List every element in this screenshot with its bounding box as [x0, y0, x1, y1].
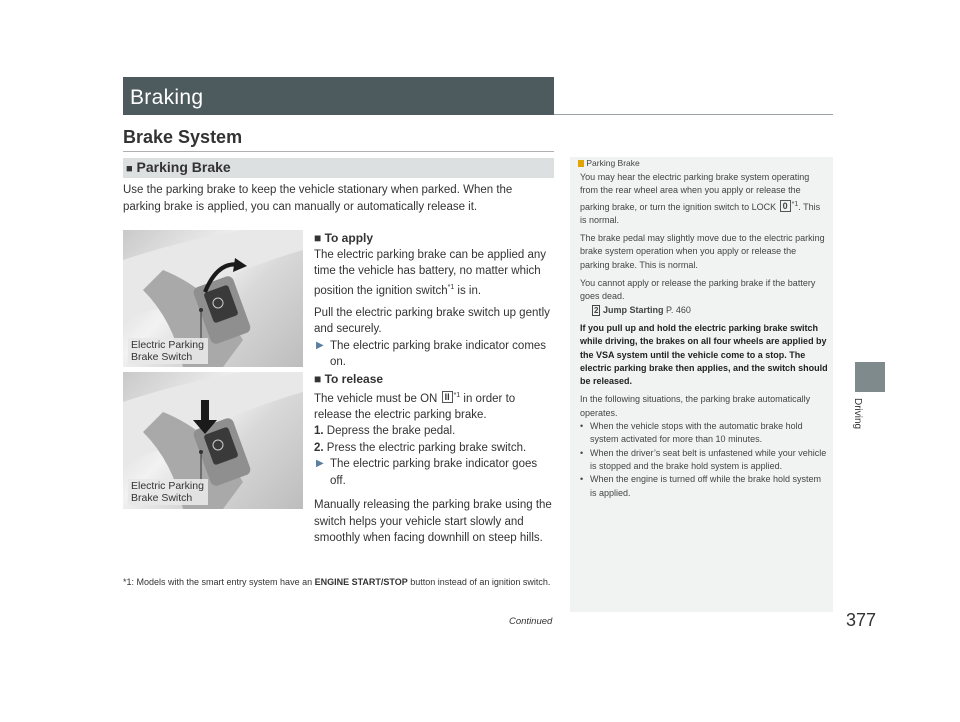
- bullet-text: When the vehicle stops with the automatic brake hold system activated for more than 10 minutes.: [590, 421, 803, 445]
- bullet-text: When the driver’s seat belt is unfastened while your vehicle is stopped and the brake hold system is applied.: [590, 447, 827, 471]
- release-section: [314, 371, 554, 547]
- sidebar-content: [578, 158, 828, 500]
- bullet-icon: •: [580, 421, 584, 432]
- apply-section: [314, 230, 554, 371]
- step-1-number: 1.: [314, 425, 324, 438]
- sidebar-p1: [578, 171, 828, 227]
- release-p1-footnote-ref: *1: [453, 391, 461, 399]
- release-paragraph-1: [314, 388, 554, 424]
- sidebar-p1-text: You may hear the electric parking brake system operating from the rear wheel area when you apply or release the parking brake, or turn the ignition switch to LOCK: [580, 172, 810, 212]
- apply-heading: ■ To apply: [314, 231, 374, 245]
- apply-p1-text: The electric parking brake can be applied any time the vehicle has battery, no matter which position the ignition switch: [314, 248, 547, 297]
- bullet-icon: •: [580, 474, 584, 485]
- reference-icon: [578, 160, 584, 167]
- sidebar-ref-label: [578, 158, 828, 169]
- sidebar-bullet: [580, 420, 828, 447]
- reference-page: P. 460: [666, 304, 691, 315]
- section-title: Brake System: [123, 127, 243, 147]
- lock-position-key: 0: [780, 200, 791, 212]
- apply-switch-photo: [123, 230, 303, 367]
- apply-paragraph-1: [314, 247, 554, 299]
- sidebar-p3: You cannot apply or release the parking brake if the battery goes dead.: [580, 278, 816, 302]
- sidebar-p1-text-end: . This is normal.: [580, 201, 821, 225]
- footnote: [123, 574, 563, 590]
- continued-label: Continued: [509, 616, 553, 627]
- sidebar-warning: If you pull up and hold the electric parking brake switch while driving, the brakes on all four wheels are applied by the VSA system until the vehicle come to a stop. The electric parking brake then applies, and the switch should be released.: [580, 322, 828, 387]
- intro-paragraph: Use the parking brake to keep the vehicle stationary when parked. When the parking brake is applied, you can manually or automatically release it.: [123, 184, 513, 213]
- sidebar-bullet: [580, 473, 828, 500]
- sidebar-p4: In the following situations, the parking brake automatically operates.: [580, 394, 811, 418]
- bullet-icon: •: [580, 447, 584, 458]
- page-number: 377: [846, 610, 877, 630]
- release-switch-photo: [123, 372, 303, 509]
- section-rule: [123, 151, 554, 152]
- photo-label-2: [128, 479, 208, 505]
- result-arrow-icon: ▶: [316, 458, 324, 470]
- ignition-position-key: II: [442, 391, 453, 403]
- chapter-tab-label: Driving: [852, 398, 863, 430]
- result-arrow-icon: ▶: [316, 339, 324, 351]
- sidebar-bullet-list: [578, 420, 828, 500]
- subsection-title: [126, 159, 231, 175]
- chapter-tab-marker: [855, 362, 885, 392]
- release-heading: ■ To release: [314, 372, 384, 386]
- reference-link-text[interactable]: Jump Starting: [602, 304, 664, 315]
- chapter-title: Braking: [130, 86, 204, 109]
- apply-paragraph-2: Pull the electric parking brake switch up gently and securely.: [314, 306, 550, 336]
- apply-result: [314, 338, 554, 371]
- step-2-number: 2.: [314, 441, 324, 454]
- sidebar-reference-link[interactable]: [578, 304, 828, 317]
- subsection-title-text: Parking Brake: [136, 159, 231, 175]
- bullet-text: When the engine is turned off while the brake hold system is applied.: [590, 474, 821, 498]
- sidebar-bullet: [580, 447, 828, 474]
- release-step-1: [314, 423, 554, 440]
- release-result-text: The electric parking brake indicator goes off.: [330, 458, 538, 487]
- photo-label-line1: Electric Parking: [131, 480, 204, 492]
- step-1-text: Depress the brake pedal.: [326, 425, 456, 438]
- sidebar-ref-label-text: Parking Brake: [586, 158, 640, 168]
- apply-p1-footnote-ref: *1: [447, 283, 455, 291]
- photo-label-line2: Brake Switch: [131, 351, 193, 363]
- apply-result-text: The electric parking brake indicator comes on.: [330, 339, 547, 369]
- footnote-text-end: button instead of an ignition switch.: [407, 577, 551, 587]
- release-p1-text: The vehicle must be ON: [314, 392, 438, 405]
- release-result: [314, 456, 554, 489]
- subsection-marker: ■: [126, 163, 133, 175]
- footnote-text: *1: Models with the smart entry system have an: [123, 577, 315, 587]
- sidebar-p2: The brake pedal may slightly move due to the electric parking brake system operation when you apply or release the parking brake. This is normal.: [580, 233, 825, 270]
- step-2-text: Press the electric parking brake switch.: [326, 441, 527, 454]
- sidebar-p1-footnote-ref: *1: [791, 200, 799, 208]
- chapter-rule: [554, 114, 833, 115]
- photo-label-line1: Electric Parking: [131, 339, 204, 351]
- release-p1-text-end: in order to release the electric parking brake.: [314, 392, 516, 421]
- release-paragraph-2: Manually releasing the parking brake using the switch helps your vehicle start slowly and smoothly when facing downhill on steep hills.: [314, 499, 552, 545]
- footnote-bold-term: ENGINE START/STOP: [314, 577, 408, 587]
- reference-arrow-icon: 2: [594, 305, 599, 315]
- apply-p1-text-end: is in.: [454, 284, 482, 297]
- photo-label-line2: Brake Switch: [131, 492, 193, 504]
- release-step-2: [314, 440, 554, 457]
- photo-label-1: [128, 338, 208, 364]
